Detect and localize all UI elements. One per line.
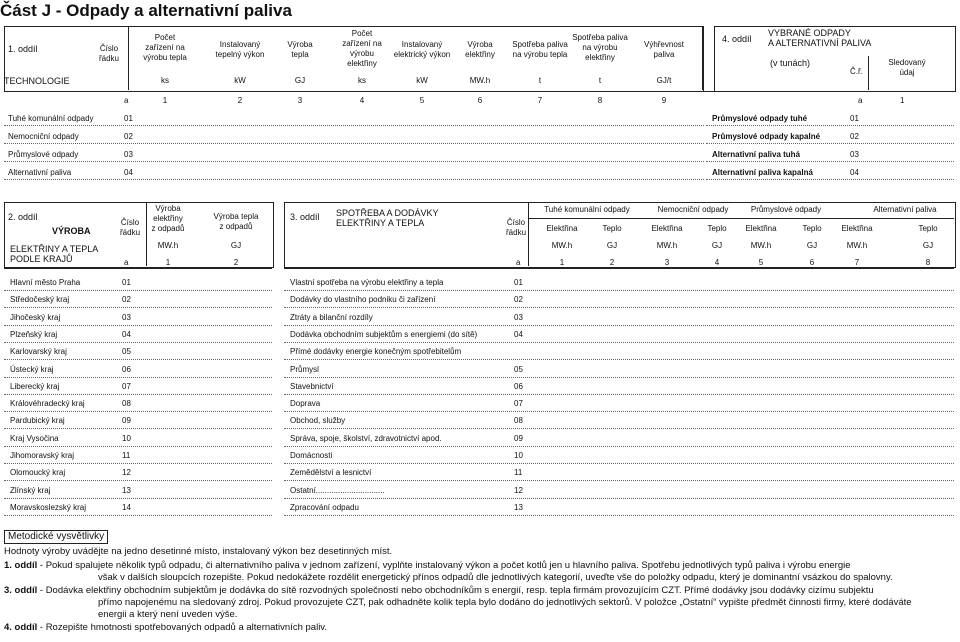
- section3-row-code: 12: [514, 485, 523, 495]
- section4-row-input[interactable]: [866, 113, 952, 125]
- row-separator: [284, 342, 954, 343]
- row-separator: [284, 411, 954, 412]
- section3-row-input[interactable]: [530, 364, 952, 376]
- section3-sub-header: Teplo: [602, 224, 622, 233]
- section3-row-label: Správa, spoje, školství, zdravotnictví apod.: [290, 433, 442, 443]
- section1-column-header: na výrobu: [582, 43, 618, 52]
- section3-row-input[interactable]: [530, 329, 952, 341]
- section1-column-header: Instalovaný: [401, 40, 443, 49]
- section2-unit: GJ: [230, 241, 242, 250]
- section1-column-header: elektřiny: [585, 53, 615, 62]
- section2-row-label: Karlovarský kraj: [10, 347, 67, 357]
- section4-col-a: a: [858, 96, 863, 105]
- rule-line: [4, 268, 272, 269]
- row-separator: [284, 325, 954, 326]
- section3-row-label: Přímé dodávky energie konečným spotřebitelům: [290, 347, 462, 357]
- section3-sub-header: Elektřina: [546, 224, 578, 233]
- section2-col-a: a: [124, 258, 129, 267]
- section4-row-code: 02: [850, 132, 859, 141]
- section3-row-label: Ztráty a bilanční rozdíly: [290, 312, 373, 322]
- section1-column-code: 2: [237, 96, 243, 105]
- section1-unit: MW.h: [469, 76, 491, 85]
- notes-line: však v dalších sloupcích rozepište. Pokud nedokážete rozdělit energetický přínos odpadů dle jednotlivých kategorií, uveďte vše do položky odpadu, který je dominantní vsázkou do spalovny.: [98, 572, 893, 584]
- section1-row-label: Alternativní paliva: [8, 168, 72, 177]
- section1-column-code: 7: [537, 96, 543, 105]
- section4-column-code: 1: [900, 96, 905, 105]
- section2-row-input[interactable]: [140, 329, 270, 341]
- section1-column-header: Výhřevnost: [643, 40, 685, 49]
- page-title: Část J - Odpady a alternativní paliva: [0, 1, 292, 20]
- section1-column-header: výrobu: [349, 49, 374, 58]
- section2-row-input[interactable]: [140, 381, 270, 393]
- section3-row-label: Zemědělství a lesnictví: [290, 468, 372, 478]
- section2-row-label: Olomoucký kraj: [10, 468, 66, 478]
- row-separator: [706, 125, 954, 126]
- section4-row-number-header: Č.ř.: [850, 67, 863, 76]
- section4-row-input[interactable]: [866, 131, 952, 143]
- section1-row-label: Průmyslové odpady: [8, 150, 79, 159]
- section1-column-header: tepla: [291, 50, 309, 59]
- section3-group-header: Alternativní paliva: [873, 205, 937, 214]
- row-separator: [4, 446, 272, 447]
- section3-row-number-header: Číslo: [506, 218, 526, 227]
- rule-line: [284, 268, 954, 269]
- section3-unit: MW.h: [846, 241, 868, 250]
- section4-row-code: 04: [850, 168, 859, 177]
- section3-sub-header: Teplo: [918, 224, 938, 233]
- section1-column-header: Výroba: [287, 40, 313, 49]
- section2-row-input[interactable]: [140, 277, 270, 289]
- section3-row-code: 07: [514, 399, 523, 409]
- section1-column-header: Instalovaný: [219, 40, 261, 49]
- section4-title: A ALTERNATIVNÍ PALIVA: [768, 38, 872, 48]
- row-separator: [706, 179, 954, 180]
- section1-column-code: 8: [597, 96, 603, 105]
- section1-column-header: elektřiny: [347, 59, 377, 68]
- section3-row-input[interactable]: [530, 467, 952, 479]
- section1-column-header: paliva: [653, 50, 675, 59]
- section2-row-label: Liberecký kraj: [10, 381, 60, 391]
- section3-column-code: 3: [664, 258, 670, 267]
- row-separator: [284, 446, 954, 447]
- section3-group-header: Tuhé komunální odpady: [544, 205, 630, 214]
- section2-row-input[interactable]: [140, 364, 270, 376]
- section2-row-code: 08: [122, 399, 131, 409]
- section1-unit: ks: [358, 76, 366, 85]
- section1-column-code: 6: [477, 96, 483, 105]
- section4-title: VYBRANÉ ODPADY: [768, 28, 851, 38]
- row-separator: [4, 290, 272, 291]
- section1-column-header: zařízení na: [145, 43, 185, 52]
- section1-column-header: na výrobu tepla: [512, 50, 568, 59]
- section2-row-code: 03: [122, 312, 131, 322]
- section1-unit: t: [598, 76, 602, 85]
- rule-line: [868, 56, 869, 90]
- row-separator: [284, 498, 954, 499]
- row-separator: [284, 515, 954, 516]
- row-separator: [284, 307, 954, 308]
- section4-row-label: Průmyslové odpady kapalné: [712, 132, 821, 141]
- row-separator: [284, 428, 954, 429]
- notes-section-label: 4. oddíl: [4, 621, 38, 633]
- section1-row-input[interactable]: [140, 113, 700, 125]
- section4-unit: (v tunách): [770, 58, 811, 68]
- row-separator: [284, 377, 954, 378]
- section3-group-header: Průmyslové odpady: [750, 205, 822, 214]
- section3-row-input[interactable]: [530, 433, 952, 445]
- section1-row-input[interactable]: [140, 149, 700, 161]
- section2-row-code: 04: [122, 329, 131, 339]
- section3-sub-header: Teplo: [707, 224, 727, 233]
- section3-title: ELEKTŘINY A TEPLA: [336, 218, 425, 228]
- row-separator: [4, 428, 272, 429]
- section4-row-label: Průmyslové odpady tuhé: [712, 114, 808, 123]
- section1-column-header: Spotřeba paliva: [512, 40, 568, 49]
- section2-row-code: 05: [122, 347, 131, 357]
- section3-sub-header: Elektřina: [651, 224, 683, 233]
- section3-row-input[interactable]: [530, 450, 952, 462]
- section3-row-input[interactable]: [530, 312, 952, 324]
- section1-column-header: Spotřeba paliva: [572, 33, 628, 42]
- section1-row-code: 02: [124, 132, 133, 141]
- section1-column-header: Výroba: [467, 40, 493, 49]
- section3-row-code: 03: [514, 312, 523, 322]
- section2-row-code: 14: [122, 502, 131, 512]
- row-separator: [284, 359, 954, 360]
- section1-row-code: 03: [124, 150, 133, 159]
- row-separator: [4, 394, 272, 395]
- section2-column-header: z odpadů: [151, 224, 185, 233]
- section1-column-header: elektrický výkon: [393, 50, 451, 59]
- section1-column-header: zařízení na: [342, 39, 382, 48]
- notes-section-label: 1. oddíl: [4, 560, 38, 571]
- section1-column-header: Počet: [154, 33, 176, 42]
- row-separator: [706, 143, 954, 144]
- section1-column-code: 5: [419, 96, 425, 105]
- section1-column-code: 3: [297, 96, 303, 105]
- section4-column-header: Sledovaný: [888, 58, 926, 67]
- row-separator: [4, 498, 272, 499]
- section1-column-code: 1: [162, 96, 168, 105]
- section2-row-input[interactable]: [140, 433, 270, 445]
- section3-row-label: Dodávky do vlastního podniku či zařízení: [290, 295, 436, 305]
- section1-unit: GJ/t: [656, 76, 672, 85]
- section2-row-label: Jihomoravský kraj: [10, 451, 75, 460]
- section3-unit: MW.h: [750, 241, 772, 250]
- section2-row-label: Jihočeský kraj: [10, 312, 61, 322]
- section2-row-input[interactable]: [140, 346, 270, 358]
- section2-row-number-header: Číslo: [120, 218, 140, 227]
- section3-unit: GJ: [806, 241, 818, 250]
- section3-row-input[interactable]: [530, 398, 952, 410]
- section3-row-code: 11: [514, 468, 523, 478]
- notes-line: 1. oddíl - Pokud spalujete několik typů odpadu, či alternativního paliva v jednom zařízení, vyplňte instalovaný výkon a počet kotlů jen u hlavního paliva. Spotřebu jednotlivých typů paliva i výrobu energie: [4, 560, 851, 571]
- section2-row-input[interactable]: [140, 467, 270, 479]
- section1-row-number-header: řádku: [98, 54, 119, 63]
- section3-row-input[interactable]: [530, 415, 952, 427]
- section3-row-code: 10: [514, 451, 523, 460]
- section3-row-code: 06: [514, 381, 523, 391]
- section4-column-header: údaj: [899, 68, 915, 77]
- section3-unit: GJ: [711, 241, 723, 250]
- section2-row-code: 06: [122, 364, 131, 374]
- section2-column-header: Výroba tepla: [213, 212, 259, 221]
- section3-column-code: 4: [714, 258, 720, 267]
- section3-col-a: a: [516, 258, 521, 267]
- row-separator: [4, 125, 704, 126]
- section2-row-label: Zlínský kraj: [10, 485, 51, 495]
- row-separator: [4, 179, 704, 180]
- section1-column-header: Počet: [351, 29, 373, 38]
- section1-row-label: Tuhé komunální odpady: [8, 114, 94, 123]
- section1-column-header: elektřiny: [465, 50, 495, 59]
- section2-row-input[interactable]: [140, 294, 270, 306]
- row-separator: [284, 290, 954, 291]
- section2-row-code: 11: [122, 451, 131, 460]
- section2-row-input[interactable]: [140, 450, 270, 462]
- section1-row-input[interactable]: [140, 131, 700, 143]
- row-separator: [4, 359, 272, 360]
- section4-label: 4. oddíl: [722, 34, 752, 44]
- section2-row-input[interactable]: [140, 485, 270, 497]
- section3-unit: GJ: [606, 241, 618, 250]
- section3-sub-header: Elektřina: [745, 224, 777, 233]
- notes-section-label: 3. oddíl: [4, 584, 38, 596]
- row-separator: [4, 342, 272, 343]
- section3-row-label: Průmysl: [290, 364, 319, 374]
- section2-row-code: 10: [122, 433, 131, 443]
- section1-column-header: tepelný výkon: [215, 50, 265, 59]
- row-separator: [284, 463, 954, 464]
- notes-heading: Metodické vysvětlivky: [4, 530, 108, 544]
- section2-column-code: 1: [165, 258, 171, 267]
- section4-row-label: Alternativní paliva tuhá: [712, 150, 801, 159]
- section3-column-code: 7: [854, 258, 860, 267]
- section3-group-header: Nemocniční odpady: [657, 205, 729, 214]
- section2-row-label: Královéhradecký kraj: [10, 399, 85, 409]
- section3-row-label: Vlastní spotřeba na výrobu elektřiny a tepla: [290, 278, 444, 287]
- section1-column-header: výrobu tepla: [143, 53, 187, 62]
- section1-row-label: Nemocniční odpady: [8, 132, 79, 141]
- section2-subtitle: ELEKTŘINY A TEPLA: [10, 244, 99, 254]
- section2-row-label: Hlavní město Praha: [10, 278, 81, 287]
- section2-row-label: Moravskoslezský kraj: [10, 502, 87, 512]
- section2-row-code: 07: [122, 381, 131, 391]
- section1-column-code: 9: [661, 96, 667, 105]
- row-separator: [706, 161, 954, 162]
- section1-col-a: a: [124, 96, 129, 105]
- section3-title: SPOTŘEBA A DODÁVKY: [336, 208, 439, 218]
- section1-unit: kW: [234, 76, 246, 85]
- section3-row-code: 09: [514, 433, 523, 443]
- section1-unit: GJ: [294, 76, 306, 85]
- section2-row-label: Kraj Vysočina: [10, 433, 59, 443]
- row-separator: [4, 143, 704, 144]
- section2-label: 2. oddíl: [8, 212, 38, 222]
- section2-row-label: Středočeský kraj: [10, 295, 70, 305]
- row-separator: [4, 161, 704, 162]
- section2-row-code: 12: [122, 468, 131, 478]
- notes-line: 4. oddíl - Rozepište hmotnosti spotřebovaných odpadů a alternativních paliv.: [4, 621, 327, 633]
- section2-column-header: elektřiny: [153, 214, 183, 223]
- section4-row-input[interactable]: [866, 167, 952, 179]
- section3-row-code: 08: [514, 416, 523, 426]
- section1-row-number-header: Číslo: [99, 44, 119, 53]
- row-separator: [4, 325, 272, 326]
- section2-row-label: Ústecký kraj: [10, 364, 54, 374]
- section2-row-code: 09: [122, 416, 131, 426]
- section1-unit: kW: [416, 76, 428, 85]
- section3-column-code: 1: [559, 258, 565, 267]
- notes-line: 3. oddíl - Dodávka elektřiny obchodním subjektům je dodávka do sítě rozvodných společností nebo obchodníkům s energií, resp. tepla firmám provozujícím CZT. Přímé dodávky jsou dodávky cizímu subjektu: [4, 584, 874, 596]
- section2-row-code: 02: [122, 295, 131, 305]
- section2-column-header: Výroba: [155, 204, 181, 213]
- row-separator: [4, 515, 272, 516]
- section3-row-code: 01: [514, 278, 523, 287]
- section1-unit: ks: [161, 76, 169, 85]
- section1-label: 1. oddíl: [8, 44, 38, 54]
- rule-line: [528, 202, 529, 266]
- row-separator: [4, 480, 272, 481]
- section3-column-code: 8: [925, 258, 931, 267]
- section3-row-code: 04: [514, 329, 523, 339]
- row-separator: [284, 480, 954, 481]
- notes-line: energii a který není uveden výše.: [98, 609, 238, 621]
- section2-row-input[interactable]: [140, 415, 270, 427]
- section2-row-input[interactable]: [140, 312, 270, 324]
- section1-column-code: 4: [359, 96, 365, 105]
- section3-row-label: Stavebnictví: [290, 381, 334, 391]
- section3-row-label: Zpracování odpadu: [290, 502, 359, 512]
- section1-unit: t: [538, 76, 542, 85]
- section3-row-input[interactable]: [530, 277, 952, 289]
- section3-row-label: Domácnosti: [290, 451, 333, 460]
- section3-row-label: Doprava: [290, 399, 321, 409]
- section1-row-input[interactable]: [140, 167, 700, 179]
- section2-subtitle: PODLE KRAJŮ: [10, 254, 73, 264]
- section3-label: 3. oddíl: [290, 212, 320, 222]
- section1-technologie-label: TECHNOLOGIE: [4, 76, 70, 86]
- section1-row-code: 01: [124, 114, 133, 123]
- rule-line: [702, 26, 703, 90]
- section4-row-input[interactable]: [866, 149, 952, 161]
- notes-line: přímo napojenému na sledovaný zdroj. Pokud provozujete CZT, pak odhadněte kolik tepla bylo dodáno do jednotlivých sektorů. V položce „Ostatní“ vypište předmět činnosti firmy, které dodáváte: [98, 596, 912, 608]
- row-separator: [4, 307, 272, 308]
- section4-row-code: 03: [850, 150, 859, 159]
- section3-column-code: 2: [609, 258, 615, 267]
- section3-row-code: 13: [514, 502, 523, 512]
- section2-row-input[interactable]: [140, 502, 270, 514]
- section3-row-code: 02: [514, 295, 523, 305]
- section2-row-label: Pardubický kraj: [10, 416, 65, 426]
- section3-row-label: Ostatní...............................: [290, 485, 385, 495]
- section2-row-label: Plzeňský kraj: [10, 329, 58, 339]
- row-separator: [4, 377, 272, 378]
- section2-title: VÝROBA: [52, 226, 91, 236]
- section3-row-input[interactable]: [530, 485, 952, 497]
- section3-row-label: Obchod, služby: [290, 416, 346, 426]
- section2-unit: MW.h: [157, 241, 179, 250]
- section2-column-code: 2: [233, 258, 239, 267]
- section3-row-input[interactable]: [530, 381, 952, 393]
- section3-sub-header: Elektřina: [841, 224, 873, 233]
- section3-row-input[interactable]: [530, 294, 952, 306]
- rule-line: [528, 218, 954, 219]
- section3-unit: MW.h: [656, 241, 678, 250]
- section3-row-input[interactable]: [530, 502, 952, 514]
- section3-column-code: 5: [758, 258, 764, 267]
- section4-row-label: Alternativní paliva kapalná: [712, 168, 813, 177]
- section3-column-code: 6: [809, 258, 815, 267]
- section3-sub-header: Teplo: [802, 224, 822, 233]
- section3-unit: GJ: [922, 241, 934, 250]
- row-separator: [4, 411, 272, 412]
- section3-row-label: Dodávka obchodním subjektům s energiemi (do sítě): [290, 329, 478, 339]
- row-separator: [284, 394, 954, 395]
- section3-unit: MW.h: [551, 241, 573, 250]
- section2-row-input[interactable]: [140, 398, 270, 410]
- section4-row-code: 01: [850, 114, 859, 123]
- section3-row-number-header: řádku: [506, 228, 527, 237]
- notes-intro: Hodnoty výroby uvádějte na jedno desetinné místo, instalovaný výkon bez desetinných míst.: [4, 546, 393, 557]
- section3-row-code: 05: [514, 364, 523, 374]
- section1-row-code: 04: [124, 168, 133, 177]
- section2-row-code: 01: [122, 278, 131, 287]
- section2-row-code: 13: [122, 485, 131, 495]
- section2-row-number-header: řádku: [120, 228, 141, 237]
- row-separator: [4, 463, 272, 464]
- section2-column-header: z odpadů: [219, 222, 253, 231]
